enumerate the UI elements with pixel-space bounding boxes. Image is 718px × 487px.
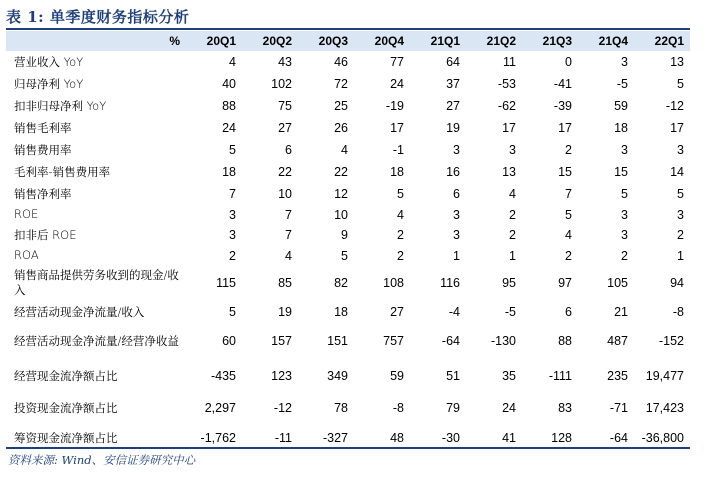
table-cell: 3: [621, 207, 628, 222]
table-cell: 10: [278, 187, 292, 201]
table-cell: 21: [614, 305, 628, 319]
table-row: [6, 323, 690, 359]
table-row: [6, 51, 690, 73]
table-row: [6, 73, 690, 95]
table-cell: 17: [390, 121, 404, 135]
table-cell: 64: [446, 55, 460, 69]
table-cell: 2: [677, 228, 684, 242]
row-label: 销售毛利率: [14, 120, 72, 135]
table-row: [6, 265, 690, 301]
table-cell: 2: [621, 248, 628, 263]
header-period: 21Q2: [486, 34, 516, 48]
table-cell: 82: [334, 276, 348, 290]
table-cell: 4: [397, 207, 404, 222]
table-cell: 4: [341, 143, 348, 157]
table-row: [6, 161, 690, 183]
table-cell: -30: [441, 431, 460, 445]
table-cell: 27: [390, 305, 404, 319]
financial-indicators-table: [6, 31, 690, 453]
table-cell: 95: [502, 276, 516, 290]
row-label: 归母净利 YoY: [14, 76, 84, 91]
table-cell: -19: [385, 99, 404, 113]
table-cell: 16: [446, 165, 460, 179]
table-cell: 19,477: [645, 368, 684, 383]
table-row: [6, 95, 690, 117]
table-cell: 2: [509, 228, 516, 242]
table-cell: 5: [621, 187, 628, 201]
table-cell: 41: [502, 431, 516, 445]
table-row: [6, 139, 690, 161]
table-cell: 35: [502, 369, 516, 383]
table-cell: 3: [453, 207, 460, 222]
table-cell: 5: [229, 305, 236, 319]
table-cell: 22: [278, 165, 292, 179]
table-cell: -1: [392, 143, 404, 157]
table-cell: 19: [278, 305, 292, 319]
table-cell: 0: [565, 55, 572, 69]
table-cell: 3: [229, 228, 236, 242]
table-cell: 22: [334, 165, 348, 179]
table-cell: 25: [334, 99, 348, 113]
table-body: [6, 51, 690, 453]
table-cell: 128: [551, 431, 572, 445]
table-cell: 85: [278, 276, 292, 290]
table-cell: 17: [558, 121, 572, 135]
row-label: ROA: [14, 248, 39, 262]
table-row: [6, 205, 690, 224]
table-cell: 4: [509, 187, 516, 201]
table-cell: 349: [327, 369, 348, 383]
table-cell: 79: [446, 401, 460, 415]
table-cell: -435: [210, 369, 236, 383]
table-cell: -39: [553, 99, 572, 113]
table-cell: 1: [509, 248, 516, 263]
table-cell: 43: [278, 55, 292, 69]
table-cell: 5: [229, 143, 236, 157]
table-cell: 17: [502, 121, 516, 135]
table-cell: 17: [670, 121, 684, 135]
source-note: 资料来源: Wind、安信证券研究中心: [8, 453, 196, 467]
table-cell: 123: [271, 369, 292, 383]
table-cell: 60: [222, 334, 236, 348]
table-cell: 3: [229, 207, 236, 222]
table-cell: 7: [565, 187, 572, 201]
table-cell: 37: [446, 77, 460, 91]
row-label: 销售费用率: [14, 142, 72, 157]
table-cell: 18: [390, 165, 404, 179]
table-cell: 13: [670, 55, 684, 69]
table-cell: 6: [565, 305, 572, 319]
table-cell: 4: [565, 228, 572, 242]
table-cell: 1: [677, 248, 684, 263]
table-cell: 15: [614, 165, 628, 179]
table-cell: 24: [390, 77, 404, 91]
table-cell: 3: [621, 55, 628, 69]
table-cell: 1: [453, 248, 460, 263]
table-cell: 5: [397, 187, 404, 201]
table-cell: 27: [446, 99, 460, 113]
table-cell: 102: [271, 77, 292, 91]
row-label: 经营现金流净额占比: [14, 368, 118, 383]
table-cell: 4: [229, 55, 236, 69]
table-row: [6, 117, 690, 139]
table-cell: 7: [285, 228, 292, 242]
table-cell: 3: [453, 143, 460, 157]
table-cell: 4: [285, 248, 292, 263]
table-cell: -8: [672, 305, 684, 319]
header-period: 20Q1: [206, 34, 236, 48]
table-cell: 6: [285, 143, 292, 157]
table-cell: 235: [607, 369, 628, 383]
table-cell: -71: [609, 401, 628, 415]
table-cell: -64: [441, 334, 460, 348]
table-cell: 26: [334, 121, 348, 135]
row-label: 销售商品提供劳务收到的现金/收入: [14, 268, 179, 297]
header-period: 20Q4: [374, 34, 404, 48]
table-cell: 2: [397, 228, 404, 242]
table-cell: 5: [565, 207, 572, 222]
table-cell: -11: [274, 431, 292, 445]
table-cell: 27: [278, 121, 292, 135]
table-cell: 3: [677, 207, 684, 222]
header-row: [6, 31, 690, 51]
table-cell: -41: [553, 77, 572, 91]
table-cell: -36,800: [641, 430, 684, 445]
table-cell: 108: [383, 276, 404, 290]
header-unit: %: [169, 34, 180, 48]
table-cell: 5: [677, 187, 684, 201]
table-cell: 17,423: [645, 400, 684, 415]
table-cell: 12: [334, 187, 348, 201]
row-label: 营业收入 YoY: [14, 54, 84, 69]
row-label: 经营活动现金净流量/收入: [14, 304, 145, 319]
table-cell: 48: [390, 431, 404, 445]
table-row: [6, 359, 690, 393]
table-cell: 19: [446, 121, 460, 135]
table-cell: 5: [341, 248, 348, 263]
table-cell: 14: [670, 165, 684, 179]
header-period: 21Q4: [598, 34, 628, 48]
table-cell: 18: [222, 165, 236, 179]
table-cell: 2: [229, 248, 236, 263]
table-cell: 24: [222, 121, 236, 135]
table-cell: 115: [216, 276, 236, 290]
table-cell: 51: [446, 369, 460, 383]
table-row: [6, 224, 690, 246]
table-cell: 78: [334, 401, 348, 415]
table-cell: 15: [558, 165, 572, 179]
table-cell: 97: [558, 276, 572, 290]
table-cell: 13: [502, 165, 516, 179]
table-row: [6, 393, 690, 423]
table-cell: 40: [222, 77, 236, 91]
header-period: 21Q3: [542, 34, 572, 48]
header-period: 20Q3: [318, 34, 348, 48]
table-title: 表 1: 单季度财务指标分析: [6, 8, 190, 26]
table-cell: 46: [334, 55, 348, 69]
table-cell: 75: [278, 99, 292, 113]
table-cell: 3: [621, 228, 628, 242]
table-cell: 2: [565, 248, 572, 263]
table-cell: -53: [497, 77, 516, 91]
table-cell: -111: [548, 369, 572, 383]
table-row: [6, 301, 690, 323]
table-cell: 18: [614, 121, 628, 135]
row-label: 筹资现金流净额占比: [14, 430, 118, 445]
table-cell: -12: [665, 99, 684, 113]
row-label: 毛利率-销售费用率: [14, 164, 111, 179]
table-cell: -64: [609, 431, 628, 445]
table-cell: 5: [677, 77, 684, 91]
table-cell: 24: [502, 401, 516, 415]
table-cell: 83: [558, 401, 572, 415]
table-cell: -62: [497, 99, 516, 113]
table-row: [6, 183, 690, 205]
row-label: 扣非归母净利 YoY: [14, 98, 107, 113]
table-cell: 2: [565, 143, 572, 157]
table-cell: 59: [390, 369, 404, 383]
row-label: 扣非后 ROE: [14, 227, 77, 242]
table-cell: 487: [607, 334, 628, 348]
table-cell: 116: [440, 276, 460, 290]
bottom-divider: [6, 447, 690, 449]
table-cell: -4: [448, 305, 460, 319]
table-cell: 757: [383, 334, 404, 348]
table-cell: -130: [490, 334, 516, 348]
header-period: 20Q2: [262, 34, 292, 48]
table-cell: 3: [453, 228, 460, 242]
row-label: 经营活动现金净流量/经营净收益: [14, 333, 179, 348]
table-cell: -1,762: [200, 431, 236, 445]
table-cell: 10: [334, 207, 348, 222]
table-cell: -5: [504, 305, 516, 319]
table-cell: 77: [390, 55, 404, 69]
table-cell: 7: [229, 187, 236, 201]
table-cell: 11: [503, 55, 516, 69]
table-cell: 6: [453, 187, 460, 201]
table-cell: 105: [607, 276, 628, 290]
table-cell: -8: [392, 401, 404, 415]
table-cell: 2,297: [204, 401, 236, 415]
header-period: 21Q1: [430, 34, 460, 48]
title-divider: [6, 28, 690, 30]
table-cell: 151: [327, 334, 348, 348]
table-cell: 157: [271, 334, 292, 348]
table-cell: 3: [677, 143, 684, 157]
table-cell: 9: [341, 228, 348, 242]
table-cell: -12: [273, 401, 292, 415]
header-period: 22Q1: [654, 34, 684, 48]
table-cell: 2: [509, 207, 516, 222]
row-label: 销售净利率: [14, 186, 72, 201]
table-cell: 72: [334, 77, 348, 91]
table-cell: 3: [621, 143, 628, 157]
table-row: [6, 246, 690, 265]
table-cell: 18: [334, 305, 348, 319]
table-cell: 88: [558, 334, 572, 348]
table-cell: 59: [614, 99, 628, 113]
row-label: 投资现金流净额占比: [14, 400, 118, 415]
table-cell: -152: [658, 334, 684, 348]
table-cell: 94: [670, 276, 684, 290]
table-cell: 88: [222, 99, 236, 113]
table-cell: 7: [285, 207, 292, 222]
row-label: ROE: [14, 207, 39, 221]
table-cell: -327: [322, 431, 348, 445]
table-cell: -5: [616, 77, 628, 91]
table-cell: 3: [509, 143, 516, 157]
table-cell: 2: [397, 248, 404, 263]
